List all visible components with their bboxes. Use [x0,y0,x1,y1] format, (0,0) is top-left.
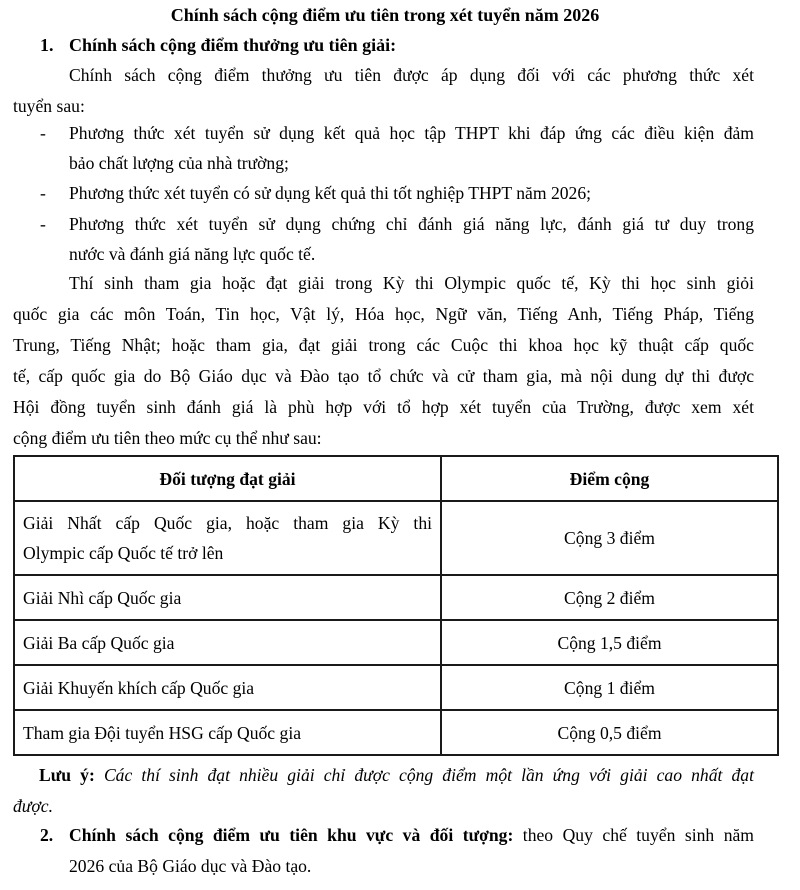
table-row [14,665,778,710]
points-cell: Cộng 3 điểm [441,501,778,575]
bullet-line: nước và đánh giá năng lực quốc tế. [69,244,316,264]
points-cell: Cộng 1 điểm [441,665,778,710]
note-label: Lưu ý: [39,765,95,785]
award-cell: Giải Nhì cấp Quốc gia [14,575,441,620]
bullet-line: Phương thức xét tuyển sử dụng chứng chỉ đánh giá năng lực, đánh giá tư duy trong [69,214,754,234]
bullet-line: Phương thức xét tuyển có sử dụng kết quả thi tốt nghiệp THPT năm 2026; [69,183,592,203]
eligibility-line: Trung, Tiếng Nhật; hoặc tham gia, đạt giải trong các Cuộc thi khoa học kỹ thuật cấp quốc [13,335,754,355]
award-points-table [13,455,779,756]
section-2-line: 2026 của Bộ Giáo dục và Đào tạo. [69,856,312,876]
note-line [13,791,754,822]
bullet-dash: - [40,214,46,234]
bullet-line: Phương thức xét tuyển sử dụng kết quả học tập THPT khi đáp ứng các điều kiện đảm [69,123,754,143]
bullet-dash: - [40,183,46,203]
document-title: Chính sách cộng điểm ưu tiên trong xét tuyển năm 2026 [170,5,600,25]
intro-line: tuyển sau: [13,96,85,116]
table-header-row [14,456,778,501]
award-cell: Tham gia Đội tuyển HSG cấp Quốc gia [14,710,441,755]
section-1-number: 1. [40,35,54,55]
award-cell [14,501,441,575]
table-row [14,501,778,575]
note-line [13,760,754,791]
award-line: Olympic cấp Quốc tế trở lên [23,543,224,563]
section-2-heading: Chính sách cộng điểm ưu tiên khu vực và đối tượng: [69,825,514,845]
bullet-line: bảo chất lượng của nhà trường; [69,153,289,173]
table-row [14,710,778,755]
table-row [14,620,778,665]
table-row [14,575,778,620]
section-1-heading-text: Chính sách cộng điểm thưởng ưu tiên giải: [69,35,397,55]
header-award-category: Đối tượng đạt giải [14,456,441,501]
bullet-dash: - [40,123,46,143]
eligibility-line: quốc gia các môn Toán, Tin học, Vật lý, Hóa học, Ngữ văn, Tiếng Anh, Tiếng Pháp, Tiếng [13,304,754,324]
section-2-text: theo Quy chế tuyển sinh năm [513,825,754,845]
eligibility-line: Hội đồng tuyển sinh đánh giá là phù hợp với tổ hợp xét tuyển của Trường, được xem xét [13,397,754,417]
section-1-intro [13,60,754,122]
note-text: Các thí sinh đạt nhiều giải chỉ được cộng điểm một lần ứng với giải cao nhất đạt [94,765,754,785]
points-cell: Cộng 2 điểm [441,575,778,620]
points-cell: Cộng 1,5 điểm [441,620,778,665]
intro-line: Chính sách cộng điểm thưởng ưu tiên được áp dụng đối với các phương thức xét [69,65,754,85]
section-2-line [69,820,754,851]
note-text: được. [13,796,53,816]
award-cell: Giải Khuyến khích cấp Quốc gia [14,665,441,710]
eligibility-line: Thí sinh tham gia hoặc đạt giải trong Kỳ thi Olympic quốc tế, Kỳ thi học sinh giỏi [69,273,754,293]
header-bonus-points: Điểm cộng [441,456,778,501]
eligibility-paragraph [13,268,754,454]
award-line: Giải Nhất cấp Quốc gia, hoặc tham gia Kỳ thi [23,513,432,533]
points-cell: Cộng 0,5 điểm [441,710,778,755]
note-paragraph [13,760,754,822]
award-cell: Giải Ba cấp Quốc gia [14,620,441,665]
eligibility-line: tế, cấp quốc gia do Bộ Giáo dục và Đào tạo tổ chức và cử tham gia, mà nội dung dự thi được [13,366,754,386]
section-2-number: 2. [40,825,54,845]
eligibility-line: cộng điểm ưu tiên theo mức cụ thể như sau: [13,428,322,448]
section-1-heading [40,31,396,59]
